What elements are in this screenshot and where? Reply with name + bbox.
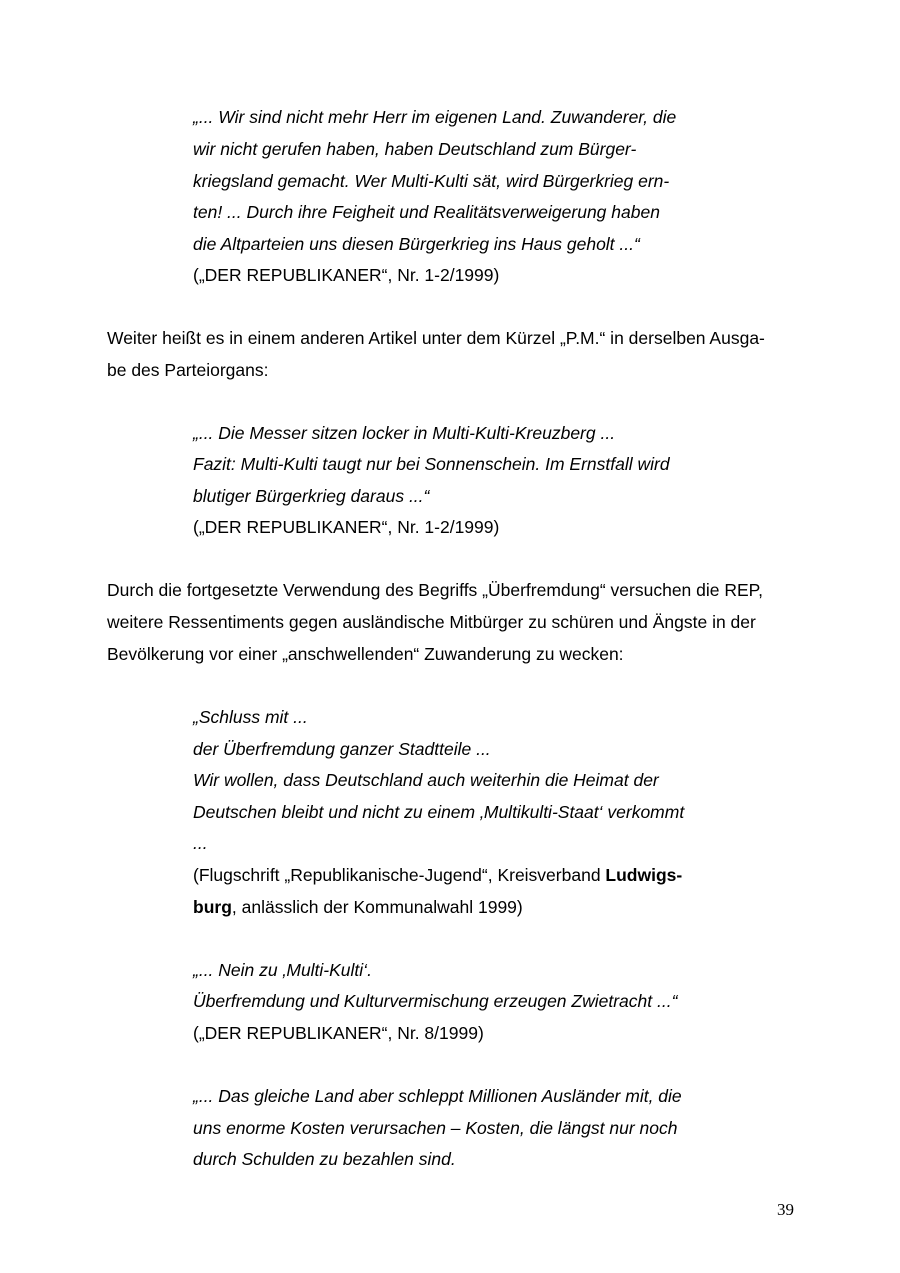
quote1-line-1: „... Wir sind nicht mehr Herr im eigenen Land. Zuwanderer, die bbox=[193, 107, 677, 127]
quote1-line-4: ten! ... Durch ihre Feigheit und Realitätsverweigerung haben bbox=[193, 202, 660, 222]
quote3-line-2: der Überfremdung ganzer Stadtteile ... bbox=[193, 739, 491, 759]
quote1-line-2: wir nicht gerufen haben, haben Deutschland zum Bürger- bbox=[193, 139, 637, 159]
para2-line-2: weitere Ressentiments gegen ausländische Mitbürger zu schüren und Ängste in der bbox=[107, 612, 756, 632]
quote3-source-city-part1: Ludwigs- bbox=[605, 865, 683, 885]
quote3-line-5: ... bbox=[193, 833, 208, 853]
quote3-source-line-1 bbox=[193, 865, 682, 885]
quote5-line-1: „... Das gleiche Land aber schleppt Millionen Ausländer mit, die bbox=[193, 1086, 682, 1106]
quote1-line-5: die Altparteien uns diesen Bürgerkrieg ins Haus geholt ...“ bbox=[193, 234, 640, 254]
quote2-line-2: Fazit: Multi-Kulti taugt nur bei Sonnenschein. Im Ernstfall wird bbox=[193, 454, 670, 474]
quote3-source-line-2 bbox=[193, 897, 523, 917]
quote3-source-city-part2: burg bbox=[193, 897, 232, 917]
quote5-line-3: durch Schulden zu bezahlen sind. bbox=[193, 1149, 456, 1169]
quote3-source-prefix: (Flugschrift „Republikanische-Jugend“, Kreisverband bbox=[193, 865, 606, 885]
quote1-line-3: kriegsland gemacht. Wer Multi-Kulti sät, wird Bürgerkrieg ern- bbox=[193, 171, 670, 191]
quote4-source: („DER REPUBLIKANER“, Nr. 8/1999) bbox=[193, 1023, 484, 1043]
quote3-line-1: „Schluss mit ... bbox=[193, 707, 308, 727]
quote2-source: („DER REPUBLIKANER“, Nr. 1-2/1999) bbox=[193, 517, 500, 537]
para2-line-3: Bevölkerung vor einer „anschwellenden“ Zuwanderung zu wecken: bbox=[107, 644, 624, 664]
para1-line-2: be des Parteiorgans: bbox=[107, 360, 269, 380]
page-number: 39 bbox=[777, 1200, 794, 1219]
quote5-line-2: uns enorme Kosten verursachen – Kosten, die längst nur noch bbox=[193, 1118, 678, 1138]
quote4-line-1: „... Nein zu ‚Multi-Kulti‘. bbox=[193, 960, 372, 980]
quote3-line-4: Deutschen bleibt und nicht zu einem ‚Multikulti-Staat‘ verkommt bbox=[193, 802, 685, 822]
quote4-line-2: Überfremdung und Kulturvermischung erzeugen Zwietracht ...“ bbox=[193, 991, 678, 1011]
quote1-source: („DER REPUBLIKANER“, Nr. 1-2/1999) bbox=[193, 265, 500, 285]
quote2-line-1: „... Die Messer sitzen locker in Multi-Kulti-Kreuzberg ... bbox=[193, 423, 616, 443]
para2-line-1: Durch die fortgesetzte Verwendung des Begriffs „Überfremdung“ versuchen die REP, bbox=[107, 580, 763, 600]
quote3-line-3: Wir wollen, dass Deutschland auch weiterhin die Heimat der bbox=[193, 770, 659, 790]
quote2-line-3: blutiger Bürgerkrieg daraus ...“ bbox=[193, 486, 430, 506]
quote3-source-suffix: , anlässlich der Kommunalwahl 1999) bbox=[231, 897, 523, 917]
para1-line-1: Weiter heißt es in einem anderen Artikel unter dem Kürzel „P.M.“ in derselben Ausga- bbox=[107, 328, 765, 348]
